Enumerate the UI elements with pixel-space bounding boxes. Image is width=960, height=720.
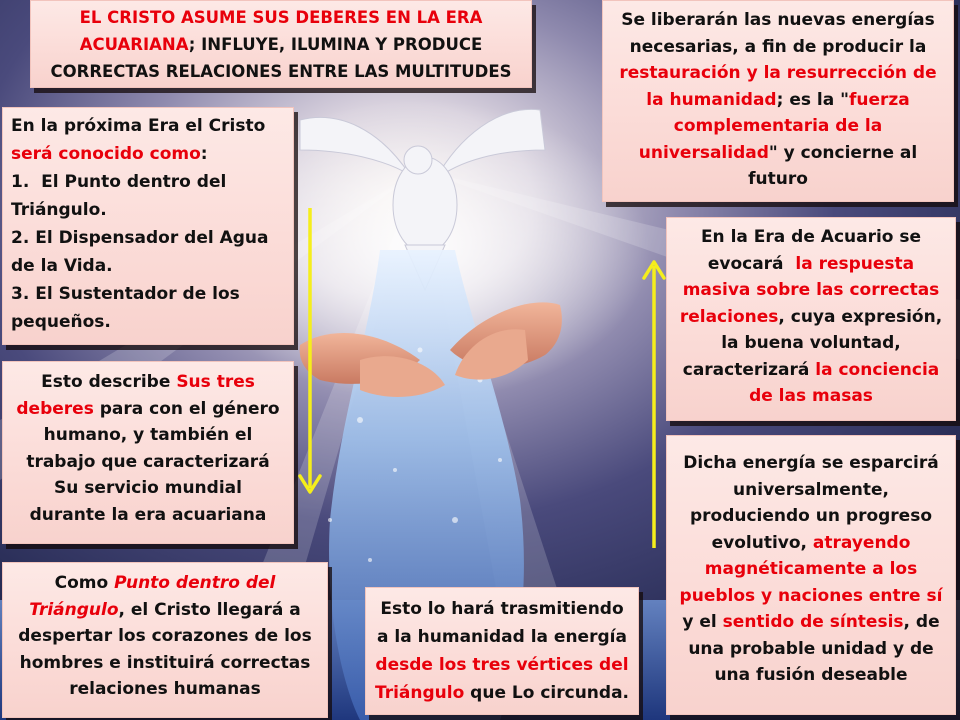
- energies-line-3: restauración y la resurrección de: [619, 63, 937, 83]
- known-as-item-3a: 3. El Sustentador de los: [11, 284, 240, 304]
- duties-line-2a: deberes: [16, 398, 94, 419]
- title-text-part3: ; INFLUYE, ILUMINA Y PRODUCE: [188, 35, 483, 54]
- known-as-item-1a: 1. El Punto dentro del: [11, 172, 227, 192]
- aquarius-line-6a: caracterizará: [682, 359, 816, 380]
- energies-line-2: necesarias, a fin de producir la: [629, 36, 927, 57]
- aquarius-line-2: [675, 251, 947, 278]
- transmit-line-3: desde los tres vértices del: [375, 655, 629, 675]
- known-as-item-3b: pequeños.: [11, 312, 111, 332]
- title-line-2: [39, 31, 523, 58]
- spread-line-4a: evolutivo,: [711, 532, 813, 553]
- aquarius-line-6: [675, 357, 947, 384]
- title-text-part4: CORRECTAS RELACIONES ENTRE LAS MULTITUDES: [50, 62, 512, 81]
- duties-line-5: Su servicio mundial: [54, 478, 242, 498]
- title-line-3: [39, 58, 523, 85]
- aquarius-line-2b: la respuesta: [795, 253, 915, 274]
- point-line-5: relaciones humanas: [69, 679, 261, 699]
- aquarius-line-2a: evocará: [707, 253, 796, 274]
- transmit-line-1: Esto lo hará trasmitiendo: [380, 599, 624, 619]
- known-as-box: [2, 107, 294, 345]
- spread-line-5: magnéticamente a los: [704, 559, 918, 579]
- energies-line-6: [611, 140, 945, 167]
- transmit-line-2: a la humanidad la energía: [377, 627, 627, 647]
- title-text-part2: ACUARIANA: [79, 35, 189, 54]
- spread-line-7c: , de: [903, 612, 940, 632]
- spread-line-6: pueblos y naciones entre sí: [679, 585, 943, 606]
- point-line-1: [11, 570, 319, 597]
- aquarius-line-7: de las masas: [749, 386, 873, 406]
- point-line-4: hombres e instituirá correctas: [19, 652, 311, 673]
- aquarius-line-6b: la conciencia: [815, 359, 940, 380]
- duties-box: [2, 361, 294, 544]
- aquarius-line-3: masiva sobre las correctas: [682, 280, 940, 300]
- spread-line-1: Dicha energía se esparcirá: [683, 453, 939, 473]
- point-line-1b: Punto dentro del: [114, 573, 276, 593]
- duties-line-4: trabajo que caracterizará: [26, 451, 270, 472]
- known-as-item-1b: Triángulo.: [11, 200, 107, 220]
- known-as-item-2a: 2. El Dispensador del Agua: [11, 228, 269, 248]
- spread-line-3: produciendo un progreso: [689, 506, 933, 526]
- aquarius-line-4: [675, 304, 947, 331]
- duties-line-1: [11, 369, 285, 396]
- known-as-item-2b: de la Vida.: [11, 256, 113, 276]
- title-box: [30, 0, 532, 88]
- duties-line-6: durante la era acuariana: [29, 504, 267, 525]
- spread-line-8: una probable unidad y de: [688, 638, 934, 659]
- duties-line-1b: Sus tres: [176, 372, 255, 392]
- point-box: [2, 562, 328, 718]
- transmit-line-4b: que Lo circunda.: [464, 683, 630, 703]
- spread-line-4: [675, 530, 947, 557]
- transmit-box: [365, 587, 639, 715]
- aquarius-box: [666, 217, 956, 421]
- aquarius-line-1: En la Era de Acuario se: [700, 227, 922, 247]
- duties-line-2b: para con el género: [93, 398, 280, 419]
- arrow-down-icon: [294, 200, 326, 500]
- spread-line-7a: y el: [682, 612, 723, 632]
- known-as-intro-2b: :: [200, 144, 208, 164]
- known-as-intro-1: En la próxima Era el Cristo: [11, 116, 266, 136]
- spread-line-9: una fusión deseable: [714, 665, 908, 685]
- known-as-intro-2: [11, 140, 285, 168]
- aquarius-line-4a: relaciones: [679, 306, 779, 327]
- title-line-1: [39, 4, 523, 31]
- point-line-1a: Como: [54, 573, 115, 593]
- spread-line-2: universalmente,: [733, 479, 889, 500]
- energies-line-4: [611, 87, 945, 114]
- spread-line-7: [675, 609, 947, 636]
- spread-line-7b: sentido de síntesis: [722, 612, 904, 632]
- aquarius-line-4b: , cuya expresión,: [778, 306, 943, 327]
- energies-line-7: futuro: [748, 169, 808, 189]
- transmit-line-4: [372, 679, 632, 707]
- point-line-2b: , el Cristo llegará a: [118, 599, 301, 620]
- energies-line-4b: ; es la ": [776, 89, 849, 110]
- known-as-intro-2a: será conocido como: [11, 144, 201, 164]
- energies-line-6b: " y concierne al: [768, 142, 918, 163]
- spread-line-4b: atrayendo: [812, 532, 911, 553]
- energies-line-5: complementaria de la: [673, 116, 883, 136]
- energies-line-6a: universalidad: [638, 142, 769, 163]
- transmit-line-4a: Triángulo: [374, 683, 465, 703]
- duties-line-3: humano, y también el: [43, 425, 253, 445]
- energies-line-4c: fuerza: [848, 89, 910, 110]
- title-text-part1: EL CRISTO ASUME SUS DEBERES EN LA ERA: [79, 8, 483, 27]
- energies-line-4a: la humanidad: [646, 89, 777, 110]
- energies-box: [602, 0, 954, 202]
- duties-line-1a: Esto describe: [41, 372, 177, 392]
- energies-line-1: Se liberarán las nuevas energías: [621, 10, 935, 30]
- point-line-2a: Triángulo: [29, 599, 119, 620]
- spread-box: [666, 435, 956, 715]
- aquarius-line-5: la buena voluntad,: [721, 333, 901, 353]
- duties-line-2: [11, 396, 285, 423]
- point-line-3: despertar los corazones de los: [18, 626, 312, 646]
- point-line-2: [11, 597, 319, 624]
